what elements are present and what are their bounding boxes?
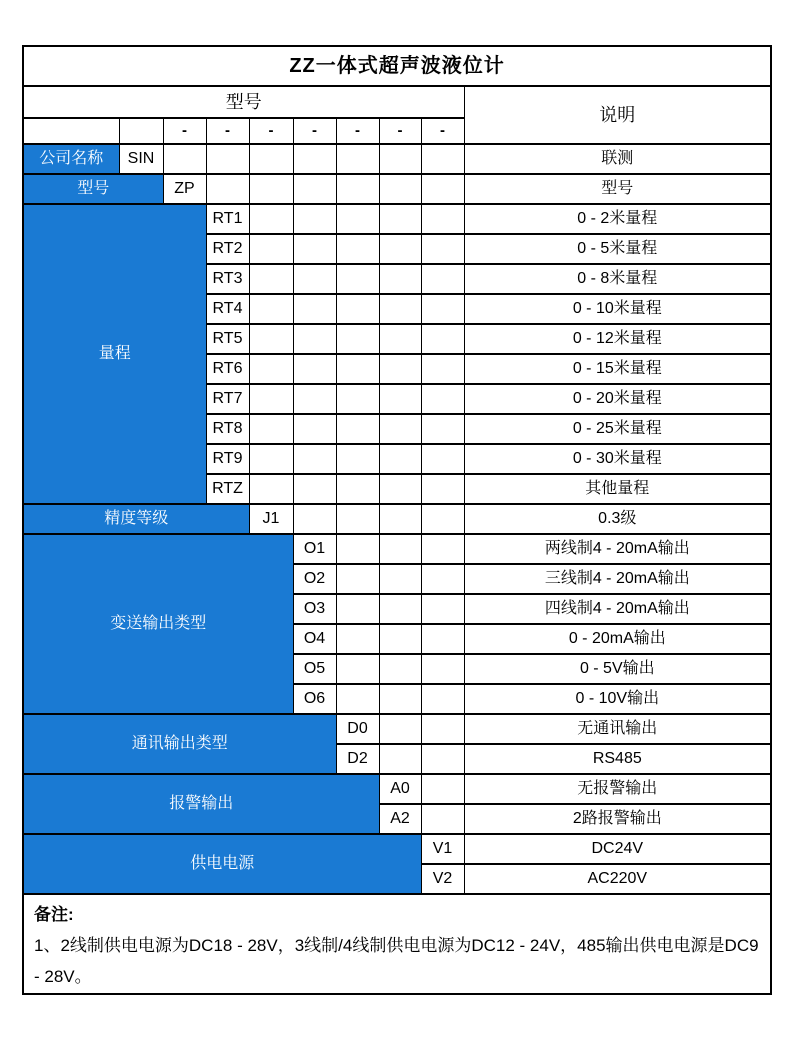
empty-cell — [421, 624, 464, 654]
empty-cell — [336, 684, 379, 714]
empty-cell — [421, 294, 464, 324]
empty-cell — [336, 324, 379, 354]
notes-cell — [23, 894, 771, 994]
code-cell-rt9: RT9 — [206, 444, 249, 474]
code-cell-rt7: RT7 — [206, 384, 249, 414]
description-cell: 0 - 30米量程 — [464, 444, 771, 474]
empty-cell — [421, 504, 464, 534]
code-cell-zp: ZP — [163, 174, 206, 204]
code-cell-o5: O5 — [293, 654, 336, 684]
code-cell-v2: V2 — [421, 864, 464, 894]
empty-cell — [379, 174, 421, 204]
model-row — [23, 144, 771, 174]
model-row — [23, 774, 771, 804]
empty-cell — [249, 354, 293, 384]
empty-cell — [293, 414, 336, 444]
empty-cell — [421, 324, 464, 354]
empty-cell — [379, 534, 421, 564]
empty-cell — [336, 564, 379, 594]
empty-cell — [421, 354, 464, 384]
code-cell-a2: A2 — [379, 804, 421, 834]
description-cell: 四线制4 - 20mA输出 — [464, 594, 771, 624]
description-cell: 0 - 25米量程 — [464, 414, 771, 444]
empty-cell — [119, 118, 163, 144]
empty-cell — [379, 504, 421, 534]
notes-body: 1、2线制供电电源为DC18 - 28V，3线制/4线制供电电源为DC12 - 24V，485输出供电电源是DC9 - 28V。 — [34, 935, 759, 986]
dash-cell: - — [206, 118, 249, 144]
section-label-model: 型号 — [23, 174, 163, 204]
empty-cell — [336, 144, 379, 174]
empty-cell — [421, 384, 464, 414]
empty-cell — [421, 744, 464, 774]
empty-cell — [249, 414, 293, 444]
empty-cell — [293, 294, 336, 324]
empty-cell — [379, 204, 421, 234]
empty-cell — [293, 144, 336, 174]
empty-cell — [379, 714, 421, 744]
empty-cell — [421, 714, 464, 744]
empty-cell — [379, 264, 421, 294]
empty-cell — [379, 144, 421, 174]
description-cell: DC24V — [464, 834, 771, 864]
empty-cell — [23, 118, 119, 144]
description-cell: 两线制4 - 20mA输出 — [464, 534, 771, 564]
code-cell-o6: O6 — [293, 684, 336, 714]
empty-cell — [379, 234, 421, 264]
description-cell: RS485 — [464, 744, 771, 774]
empty-cell — [421, 204, 464, 234]
empty-cell — [336, 474, 379, 504]
empty-cell — [421, 174, 464, 204]
description-cell: 0 - 10米量程 — [464, 294, 771, 324]
section-label-communication-output-type: 通讯输出类型 — [23, 714, 336, 774]
description-cell: AC220V — [464, 864, 771, 894]
section-label-transmitter-output-type: 变送输出类型 — [23, 534, 293, 714]
code-cell-rt2: RT2 — [206, 234, 249, 264]
notes-row — [23, 894, 771, 994]
empty-cell — [293, 474, 336, 504]
table-header-row — [23, 86, 771, 118]
code-cell-d0: D0 — [336, 714, 379, 744]
empty-cell — [379, 444, 421, 474]
empty-cell — [421, 684, 464, 714]
model-column-header: 型号 — [23, 86, 464, 118]
model-row — [23, 834, 771, 864]
description-cell: 其他量程 — [464, 474, 771, 504]
code-cell-sin: SIN — [119, 144, 163, 174]
model-row — [23, 534, 771, 564]
empty-cell — [421, 414, 464, 444]
code-cell-rt1: RT1 — [206, 204, 249, 234]
empty-cell — [336, 264, 379, 294]
section-label-company-name: 公司名称 — [23, 144, 119, 174]
code-cell-rtz: RTZ — [206, 474, 249, 504]
model-row — [23, 204, 771, 234]
empty-cell — [421, 594, 464, 624]
dash-cell: - — [163, 118, 206, 144]
dash-cell: - — [336, 118, 379, 144]
description-cell: 0 - 10V输出 — [464, 684, 771, 714]
code-cell-o2: O2 — [293, 564, 336, 594]
description-cell: 2路报警输出 — [464, 804, 771, 834]
empty-cell — [163, 144, 206, 174]
page-title: ZZ一体式超声波液位计 — [23, 46, 771, 86]
empty-cell — [379, 594, 421, 624]
code-cell-rt4: RT4 — [206, 294, 249, 324]
empty-cell — [336, 654, 379, 684]
empty-cell — [293, 444, 336, 474]
empty-cell — [421, 264, 464, 294]
empty-cell — [421, 474, 464, 504]
empty-cell — [293, 354, 336, 384]
code-cell-o1: O1 — [293, 534, 336, 564]
empty-cell — [421, 534, 464, 564]
empty-cell — [421, 564, 464, 594]
empty-cell — [379, 684, 421, 714]
model-row — [23, 504, 771, 534]
description-cell: 无通讯输出 — [464, 714, 771, 744]
table-title-row — [23, 46, 771, 86]
description-cell: 联测 — [464, 144, 771, 174]
empty-cell — [293, 384, 336, 414]
empty-cell — [249, 294, 293, 324]
empty-cell — [336, 504, 379, 534]
empty-cell — [336, 294, 379, 324]
empty-cell — [421, 774, 464, 804]
empty-cell — [336, 414, 379, 444]
empty-cell — [379, 414, 421, 444]
empty-cell — [293, 504, 336, 534]
empty-cell — [336, 444, 379, 474]
empty-cell — [421, 804, 464, 834]
description-cell: 无报警输出 — [464, 774, 771, 804]
empty-cell — [379, 564, 421, 594]
empty-cell — [293, 324, 336, 354]
dash-cell: - — [249, 118, 293, 144]
empty-cell — [379, 324, 421, 354]
empty-cell — [336, 354, 379, 384]
empty-cell — [421, 654, 464, 684]
code-cell-rt5: RT5 — [206, 324, 249, 354]
empty-cell — [379, 624, 421, 654]
empty-cell — [421, 144, 464, 174]
description-cell: 三线制4 - 20mA输出 — [464, 564, 771, 594]
empty-cell — [379, 474, 421, 504]
empty-cell — [336, 624, 379, 654]
empty-cell — [421, 234, 464, 264]
section-label-range: 量程 — [23, 204, 206, 504]
code-cell-o3: O3 — [293, 594, 336, 624]
description-cell: 0 - 5米量程 — [464, 234, 771, 264]
dash-cell: - — [421, 118, 464, 144]
code-cell-rt3: RT3 — [206, 264, 249, 294]
empty-cell — [249, 324, 293, 354]
empty-cell — [249, 264, 293, 294]
empty-cell — [336, 384, 379, 414]
description-cell: 型号 — [464, 174, 771, 204]
empty-cell — [379, 354, 421, 384]
section-label-accuracy-class: 精度等级 — [23, 504, 249, 534]
empty-cell — [249, 174, 293, 204]
code-cell-rt6: RT6 — [206, 354, 249, 384]
description-cell: 0 - 2米量程 — [464, 204, 771, 234]
dash-cell: - — [293, 118, 336, 144]
empty-cell — [206, 174, 249, 204]
description-cell: 0 - 12米量程 — [464, 324, 771, 354]
section-label-alarm-output: 报警输出 — [23, 774, 379, 834]
empty-cell — [379, 744, 421, 774]
model-selection-table — [22, 45, 772, 995]
code-cell-j1: J1 — [249, 504, 293, 534]
description-cell: 0 - 20米量程 — [464, 384, 771, 414]
description-column-header: 说明 — [464, 86, 771, 144]
model-row — [23, 714, 771, 744]
code-cell-d2: D2 — [336, 744, 379, 774]
empty-cell — [206, 144, 249, 174]
empty-cell — [379, 654, 421, 684]
empty-cell — [249, 144, 293, 174]
code-cell-rt8: RT8 — [206, 414, 249, 444]
empty-cell — [249, 444, 293, 474]
code-cell-a0: A0 — [379, 774, 421, 804]
notes-heading: 备注: — [34, 905, 74, 924]
empty-cell — [336, 534, 379, 564]
section-label-power-supply: 供电电源 — [23, 834, 421, 894]
empty-cell — [249, 384, 293, 414]
dash-cell: - — [379, 118, 421, 144]
empty-cell — [379, 294, 421, 324]
empty-cell — [249, 234, 293, 264]
empty-cell — [336, 234, 379, 264]
empty-cell — [379, 384, 421, 414]
empty-cell — [421, 444, 464, 474]
empty-cell — [293, 174, 336, 204]
model-row — [23, 174, 771, 204]
empty-cell — [249, 204, 293, 234]
empty-cell — [336, 174, 379, 204]
description-cell: 0 - 20mA输出 — [464, 624, 771, 654]
code-cell-v1: V1 — [421, 834, 464, 864]
description-cell: 0.3级 — [464, 504, 771, 534]
empty-cell — [249, 474, 293, 504]
description-cell: 0 - 15米量程 — [464, 354, 771, 384]
empty-cell — [336, 594, 379, 624]
code-cell-o4: O4 — [293, 624, 336, 654]
empty-cell — [293, 264, 336, 294]
description-cell: 0 - 8米量程 — [464, 264, 771, 294]
description-cell: 0 - 5V输出 — [464, 654, 771, 684]
empty-cell — [293, 204, 336, 234]
empty-cell — [336, 204, 379, 234]
empty-cell — [293, 234, 336, 264]
